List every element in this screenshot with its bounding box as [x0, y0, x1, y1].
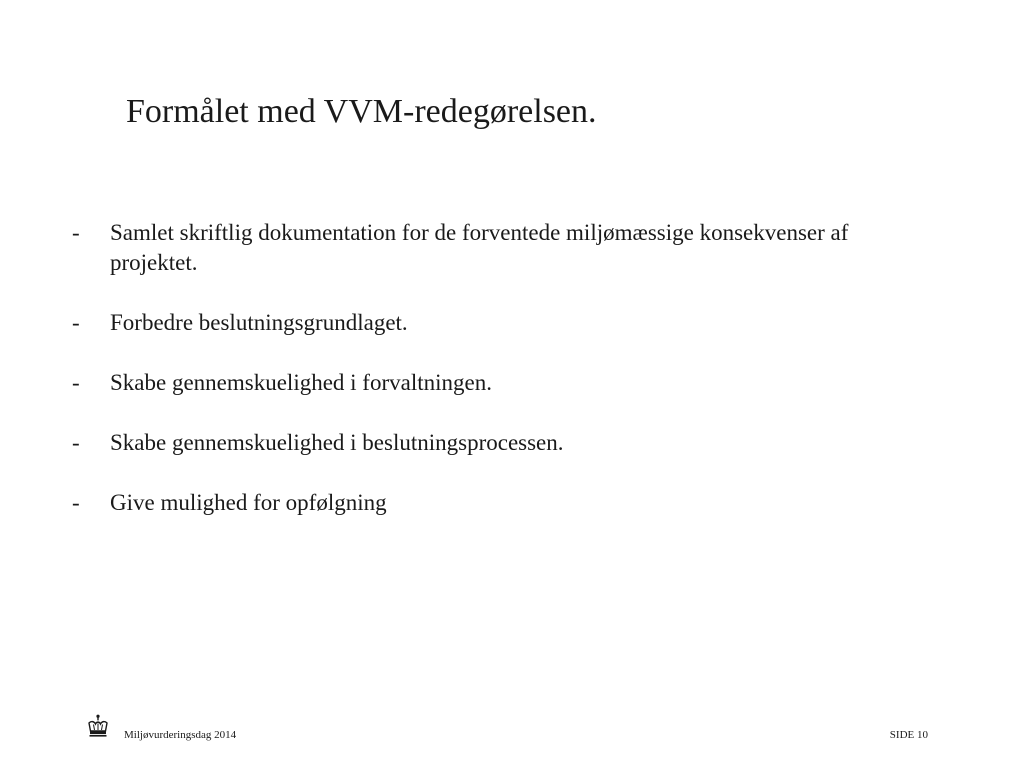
bullet-list: [70, 218, 890, 548]
bullet-marker: -: [72, 370, 80, 395]
page-number: SIDE 10: [889, 729, 928, 741]
footer-event-text: Miljøvurderingsdag 2014: [124, 729, 237, 741]
bullet-text: Forbedre beslutningsgrundlaget.: [110, 310, 408, 335]
bullet-text: Skabe gennemskuelighed i forvaltningen.: [110, 370, 492, 395]
list-item: [70, 218, 890, 278]
list-item: [70, 368, 890, 398]
bullet-text: Samlet skriftlig dokumentation for de forventede miljømæssige konsekvenser af projektet.: [110, 220, 849, 275]
bullet-marker: -: [72, 490, 80, 515]
bullet-text: Skabe gennemskuelighed i beslutningsprocessen.: [110, 430, 564, 455]
list-item: [70, 428, 890, 458]
list-item: [70, 308, 890, 338]
bullet-text: Give mulighed for opfølgning: [110, 490, 387, 515]
footer: [0, 712, 1024, 752]
bullet-marker: -: [72, 430, 80, 455]
list-item: [70, 488, 890, 518]
slide-title: Formålet med VVM-redegørelsen.: [126, 93, 597, 130]
bullet-marker: -: [72, 220, 80, 245]
bullet-marker: -: [72, 310, 80, 335]
crown-icon: [86, 714, 110, 740]
